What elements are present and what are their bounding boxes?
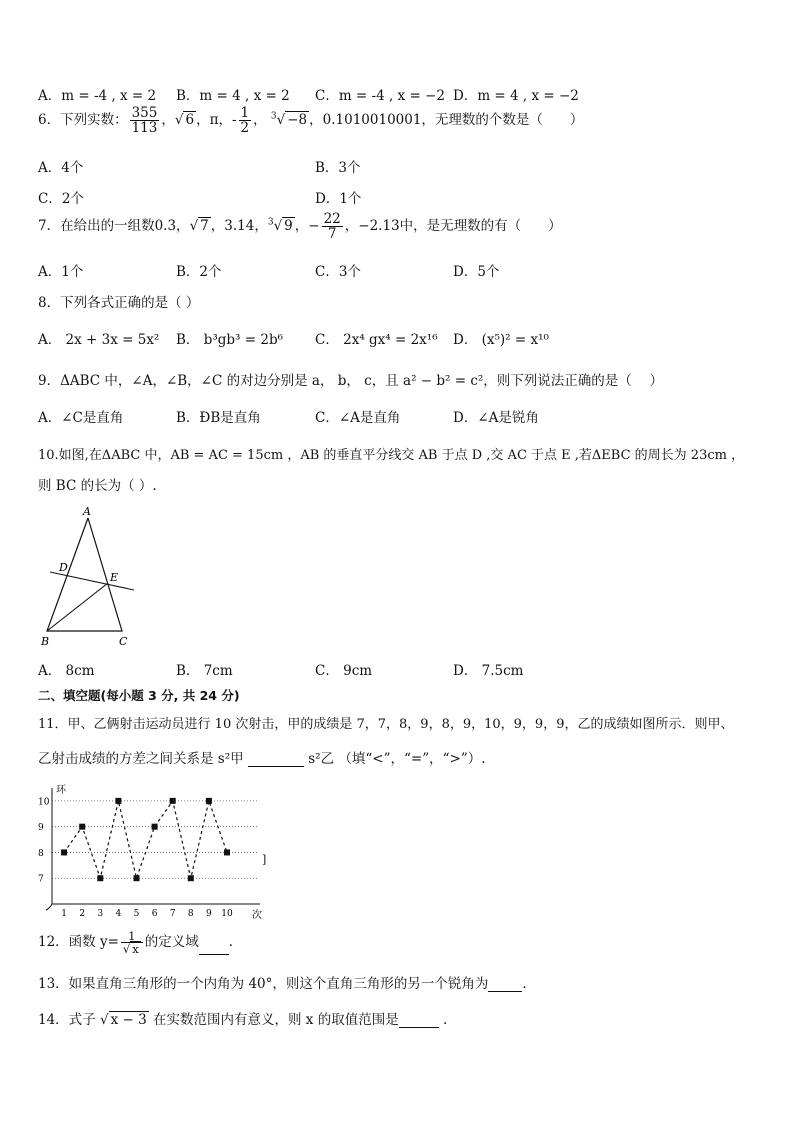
data-point [97,875,103,881]
label-a: A [83,505,91,518]
q9-option-d: D．∠A是锐角 [453,410,539,426]
q10-option-b: B． 7cm [176,663,233,679]
y-axis-title: 环 [56,785,66,796]
q6-option-b: B．3个 [315,160,361,176]
q14-answer-blank[interactable] [399,1013,439,1028]
q7-stem: 7．在给出的一组数0.3，√ 7 ，3.14，$^3$√ 9 ，− $\frac{22}{7}$ ，−2.13中，是无理数的有（ ） [38,211,562,243]
q5-option-d: D．m = 4 , x = −2 [453,88,579,104]
data-point [134,875,140,881]
q13-answer-blank[interactable] [488,977,522,992]
q5-option-a: A．m = -4 , x = 2 [38,88,157,104]
q9-option-b: B．ÐB是直角 [176,410,261,426]
q6-half: $\frac{1}{2}$ [240,105,250,137]
data-point [79,824,85,830]
q11-stem-line1: 11．甲、乙俩射击运动员进行 10 次射击，甲的成绩是 7，7，8，9，8，9，10，9，9，9，乙的成绩如图所示．则甲、 [38,717,734,732]
y-tick-labels [38,797,50,884]
q7-option-b: B．2个 [176,264,222,280]
score-chart [36,782,276,920]
label-c: C [119,635,128,648]
data-point [115,798,121,804]
q9-stem: 9．ΔABC 中，∠A，∠B，∠C 的对边分别是 a， b， c，且 a² − b² = c²，则下列说法正确的是（ ） [38,373,664,389]
q12-stem: 12．函数 y= $\frac{1}{√ x}$ 的定义域 ． [38,929,243,957]
q9-option-c: C．∠A是直角 [315,410,401,426]
data-point [206,798,212,804]
x-tick-label: 5 [133,909,140,919]
x-tick-label: 3 [97,909,104,919]
q6-option-d: D．1个 [315,191,362,207]
y-tick-label: 8 [38,848,44,859]
data-point [152,824,158,830]
q7-fraction: $\frac{22}{7}$ [323,211,341,243]
q11-bracket: ] [262,853,267,866]
data-point [61,849,67,855]
y-tick-label: 9 [38,823,44,834]
q13-stem: 13．如果直角三角形的一个内角为 40°，则这个直角三角形的另一个锐角为 . [38,976,527,992]
triangle-figure [38,504,148,650]
y-tick-label: 7 [38,874,44,885]
label-b: B [41,635,50,648]
series-line [64,801,227,878]
data-point [188,875,194,881]
q9-option-a: A．∠C是直角 [38,410,124,426]
q10-stem-line2: 则 BC 的长为（ ）. [38,478,157,494]
chart-gridlines [52,801,258,878]
q11-answer-blank[interactable] [248,752,304,767]
x-tick-label: 7 [169,909,176,919]
q7-option-d: D．5个 [453,264,500,280]
data-point [224,849,230,855]
q6-option-a: A．4个 [38,160,84,176]
q11-stem-line2: 乙射击成绩的方差之间关系是 s²甲 s²乙 （填“<”，“=”，“>”）. [38,751,486,767]
q8-option-d: D． (x⁵)² = x¹⁰ [453,332,549,348]
q8-stem: 8．下列各式正确的是（ ） [38,295,200,311]
q5-option-c: C．m = -4 , x = −2 [315,88,445,104]
q10-option-d: D． 7.5cm [453,663,524,679]
section-title: 二、填空题(每小题 3 分, 共 24 分) [38,688,240,703]
q7-option-a: A．1个 [38,264,84,280]
q10-stem-line1: 10.如图,在ΔABC 中，AB = AC = 15cm ，AB 的垂直平分线交 AB 于点 D ,交 AC 于点 E ,若ΔEBC 的周长为 23cm ， [38,448,745,463]
q10-option-c: C． 9cm [315,663,373,679]
axis-break [46,904,52,910]
x-tick-label: 8 [187,909,194,919]
label-e: E [110,571,119,584]
x-tick-label: 10 [221,909,233,919]
q10-option-a: A． 8cm [38,663,95,679]
series-points [61,798,230,881]
x-tick-label: 1 [61,909,67,919]
q6-stem: 6．下列实数： $\frac{355}{113}$ ，√ 6 ，π，- $\frac{1}{2}$ ， $^3$√ −8 ，0.1010010001，无理数的个数是（ ） [38,105,584,137]
q8-option-c: C． 2x⁴ gx⁴ = 2x¹⁶ [315,332,438,348]
q12-answer-blank[interactable] [199,940,229,955]
x-tick-label: 9 [206,909,212,919]
x-tick-label: 6 [151,909,158,919]
q6-option-c: C．2个 [38,191,84,207]
x-tick-label: 4 [115,909,122,919]
q5-option-b: B．m = 4 , x = 2 [176,88,290,104]
q14-stem: 14．式子 √ x − 3 在实数范围内有意义，则 x 的取值范围是 . [38,1012,448,1028]
x-tick-labels [61,909,233,919]
q8-option-b: B． b³gb³ = 2b⁶ [176,332,283,348]
data-point [170,798,176,804]
y-tick-label: 10 [38,797,50,808]
q7-option-c: C．3个 [315,264,361,280]
x-axis-title: 次 [252,910,262,920]
q6-fraction: $\frac{355}{113}$ [131,105,158,137]
x-tick-label: 2 [79,909,86,919]
label-d: D [59,561,68,574]
q8-option-a: A． 2x + 3x = 5x² [38,332,160,348]
